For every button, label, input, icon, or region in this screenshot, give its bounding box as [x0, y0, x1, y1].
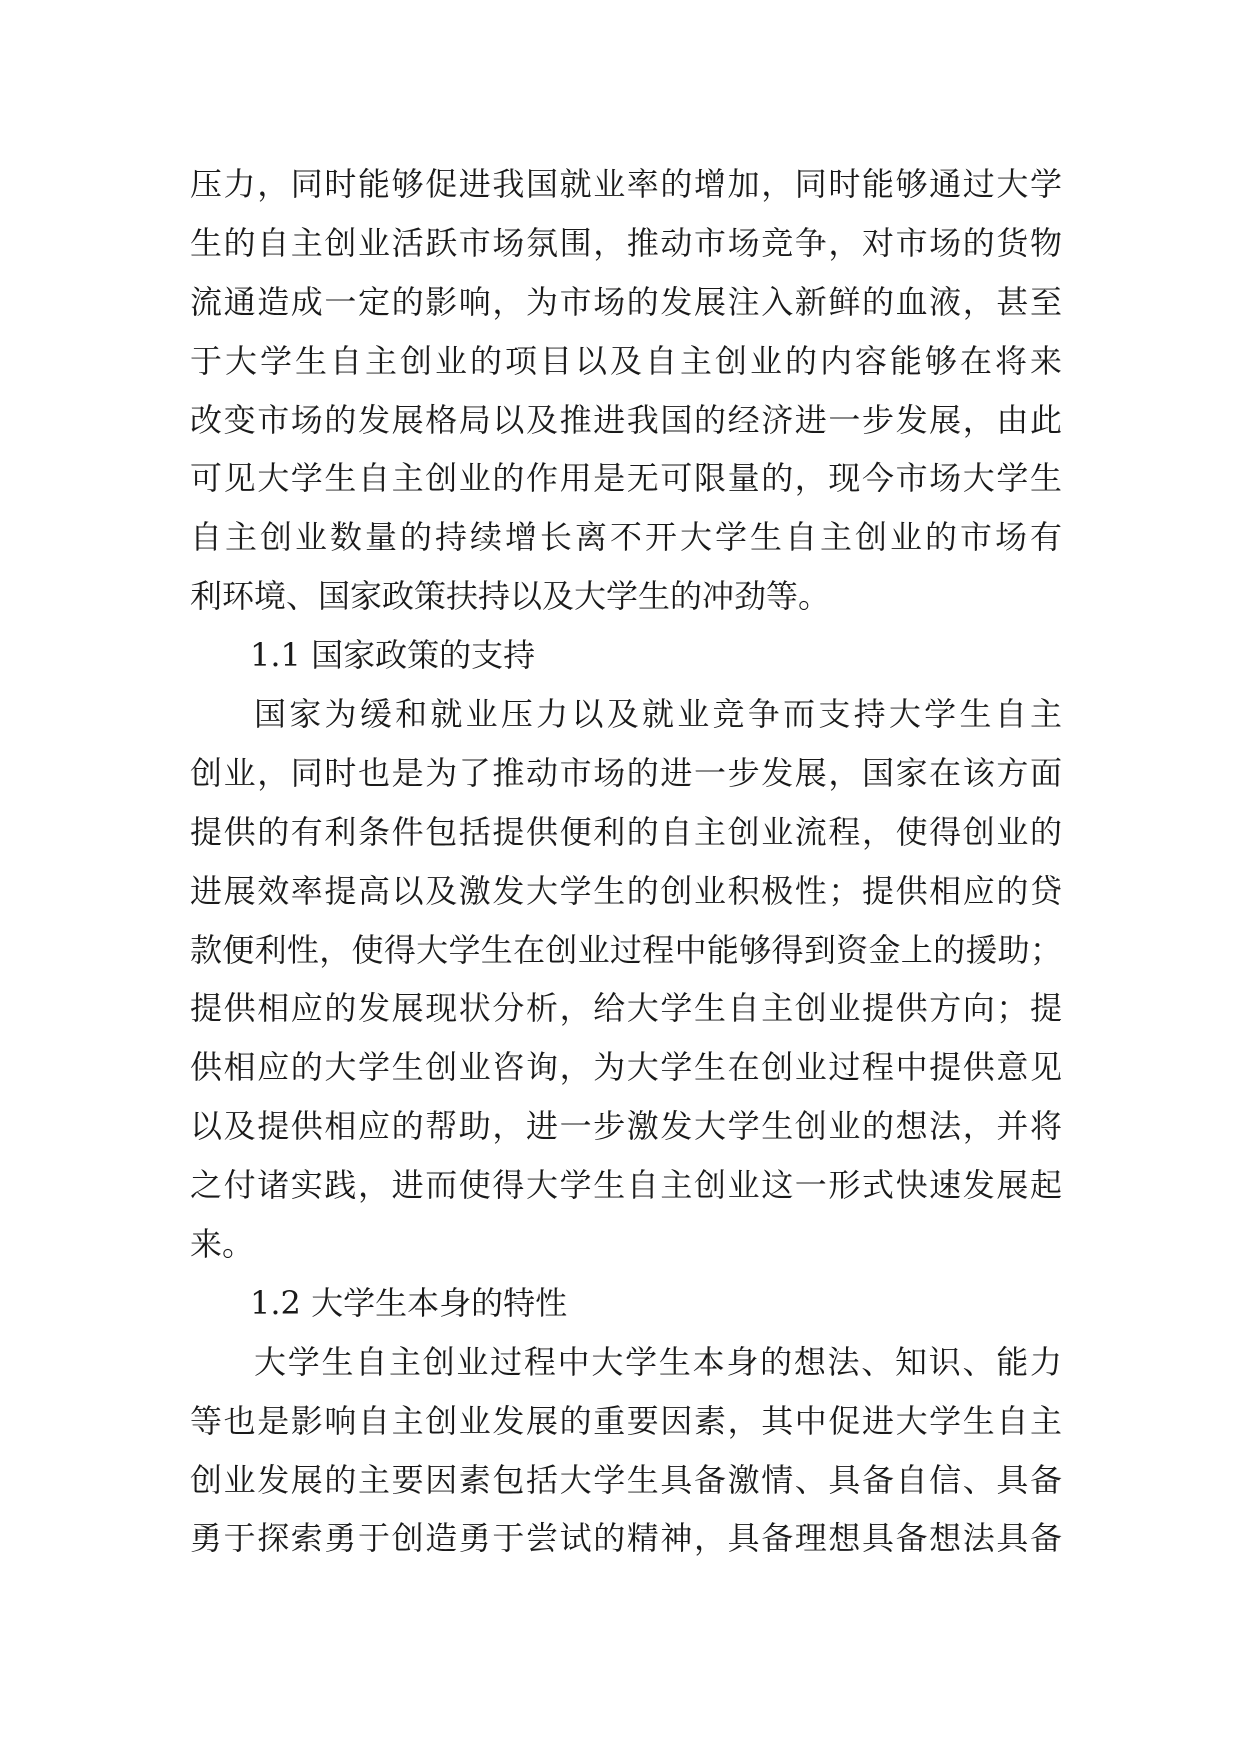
paragraph-line: 供相应的大学生创业咨询，为大学生在创业过程中提供意见: [190, 1048, 1062, 1087]
paragraph-line: 款便利性，使得大学生在创业过程中能够得到资金上的援助；: [190, 930, 1062, 969]
paragraph-line: 来。: [190, 1225, 255, 1264]
paragraph-line: 提供相应的发展现状分析，给大学生自主创业提供方向；提: [190, 989, 1062, 1028]
paragraph-line: 流通造成一定的影响，为市场的发展注入新鲜的血液，甚至: [190, 282, 1062, 321]
document-body: [190, 155, 1062, 1568]
paragraph-line: 进展效率提高以及激发大学生的创业积极性；提供相应的贷: [190, 871, 1062, 910]
paragraph-line: 改变市场的发展格局以及推进我国的经济进一步发展，由此: [190, 400, 1062, 439]
paragraph-line: 生的自主创业活跃市场氛围，推动市场竞争，对市场的货物: [190, 223, 1062, 262]
paragraph-line: 创业，同时也是为了推动市场的进一步发展，国家在该方面: [190, 753, 1062, 792]
paragraph-line: 大学生自主创业过程中大学生本身的想法、知识、能力: [254, 1342, 1062, 1381]
section-heading: 1.1 国家政策的支持: [250, 636, 536, 675]
paragraph-line: 创业发展的主要因素包括大学生具备激情、具备自信、具备: [190, 1460, 1062, 1499]
paragraph-line: 勇于探索勇于创造勇于尝试的精神，具备理想具备想法具备: [190, 1519, 1062, 1558]
paragraph-line: 可见大学生自主创业的作用是无可限量的，现今市场大学生: [190, 459, 1062, 498]
paragraph-line: 之付诸实践，进而使得大学生自主创业这一形式快速发展起: [190, 1166, 1062, 1205]
paragraph-line: 于大学生自主创业的项目以及自主创业的内容能够在将来: [190, 341, 1062, 380]
section-heading: 1.2 大学生本身的特性: [250, 1283, 568, 1322]
paragraph-line: 以及提供相应的帮助，进一步激发大学生创业的想法，并将: [190, 1107, 1062, 1146]
paragraph-line: 自主创业数量的持续增长离不开大学生自主创业的市场有: [190, 518, 1062, 557]
paragraph-line: 国家为缓和就业压力以及就业竞争而支持大学生自主: [254, 695, 1062, 734]
paragraph-line: 等也是影响自主创业发展的重要因素，其中促进大学生自主: [190, 1401, 1062, 1440]
paragraph-line: 提供的有利条件包括提供便利的自主创业流程，使得创业的: [190, 812, 1062, 851]
paragraph-line: 利环境、国家政策扶持以及大学生的冲劲等。: [190, 577, 831, 616]
paragraph-line: 压力，同时能够促进我国就业率的增加，同时能够通过大学: [190, 165, 1062, 203]
